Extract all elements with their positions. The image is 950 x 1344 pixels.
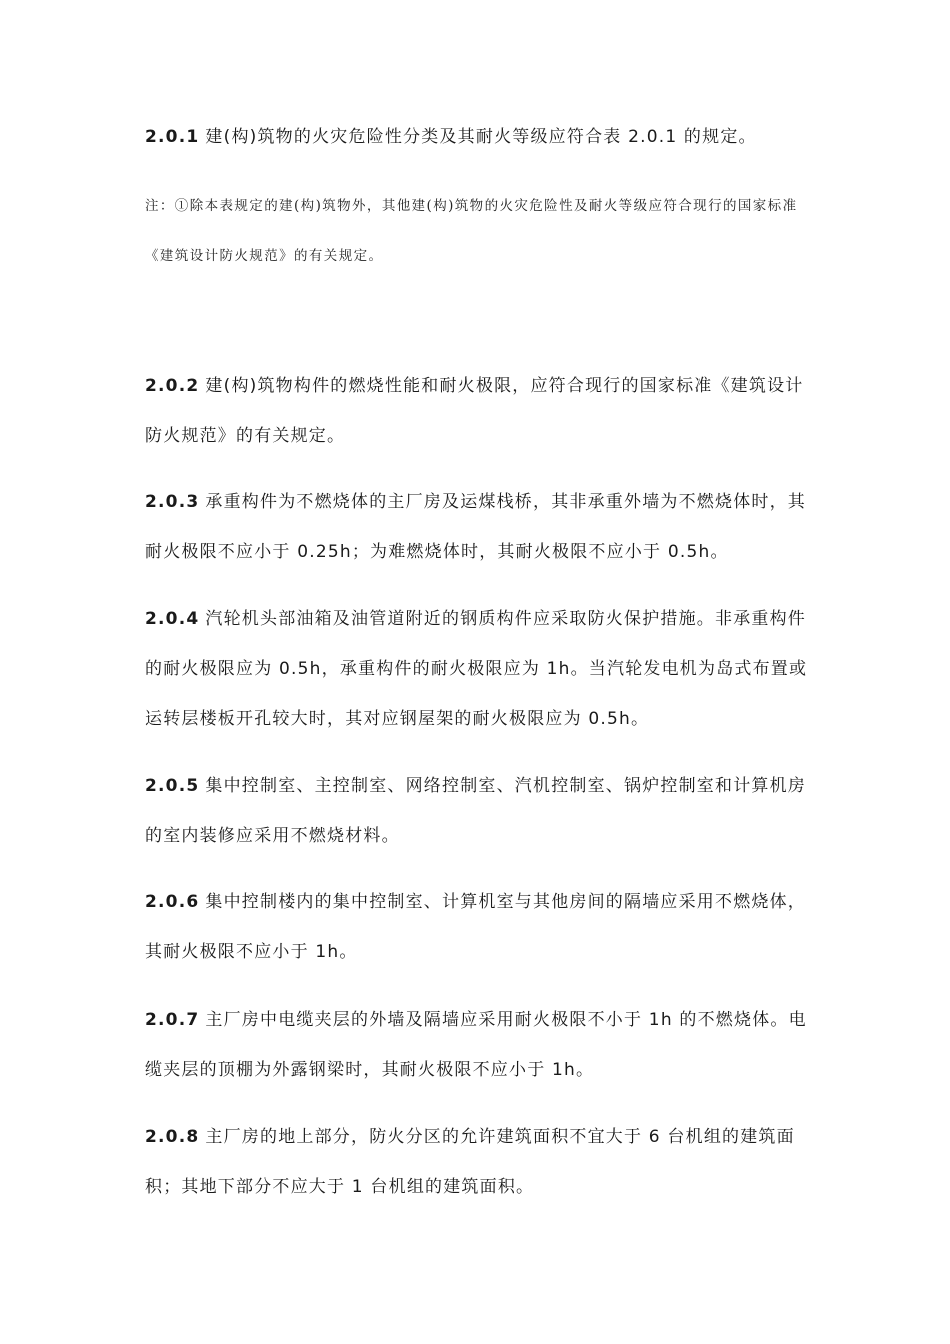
- table-note: [145, 181, 810, 281]
- clause-number: 2.0.6: [145, 892, 200, 912]
- clause-2-0-3: [145, 477, 810, 577]
- clause-text: 集中控制室、主控制室、网络控制室、汽机控制室、锅炉控制室和计算机房的室内装修应采用不燃烧材料。: [145, 776, 807, 846]
- clause-text: 承重构件为不燃烧体的主厂房及运煤栈桥，其非承重外墙为不燃烧体时，其耐火极限不应小于 0.25h；为难燃烧体时，其耐火极限不应小于 0.5h。: [145, 492, 807, 562]
- clause-2-0-7: [145, 995, 810, 1095]
- clause-text: 主厂房中电缆夹层的外墙及隔墙应采用耐火极限不小于 1h 的不燃烧体。电缆夹层的顶棚为外露钢梁时，其耐火极限不应小于 1h。: [145, 1010, 807, 1080]
- clause-text: 建(构)筑物构件的燃烧性能和耐火极限，应符合现行的国家标准《建筑设计防火规范》的有关规定。: [145, 376, 804, 446]
- clause-text: 集中控制楼内的集中控制室、计算机室与其他房间的隔墙应采用不燃烧体，其耐火极限不应小于 1h。: [145, 892, 807, 962]
- clause-number: 2.0.3: [145, 492, 200, 512]
- clause-number: 2.0.7: [145, 1010, 200, 1030]
- clause-text: 建(构)筑物的火灾危险性分类及其耐火等级应符合表 2.0.1 的规定。: [205, 127, 757, 147]
- clause-number: 2.0.8: [145, 1127, 200, 1147]
- clause-text: 主厂房的地上部分，防火分区的允许建筑面积不宜大于 6 台机组的建筑面积；其地下部分不应大于 1 台机组的建筑面积。: [145, 1127, 795, 1197]
- clause-2-0-1: [145, 112, 810, 162]
- clause-number: 2.0.4: [145, 609, 200, 629]
- clause-2-0-5: [145, 761, 810, 861]
- clause-2-0-6: [145, 877, 810, 977]
- clause-number: 2.0.1: [145, 127, 200, 147]
- note-text: 注：①除本表规定的建(构)筑物外，其他建(构)筑物的火灾危险性及耐火等级应符合现行的国家标准《建筑设计防火规范》的有关规定。: [145, 198, 798, 264]
- clause-text: 汽轮机头部油箱及油管道附近的钢质构件应采取防火保护措施。非承重构件的耐火极限应为 0.5h，承重构件的耐火极限应为 1h。当汽轮发电机为岛式布置或运转层楼板开孔较大时，其对应钢屋架的耐火极限应为 0.5h。: [145, 609, 808, 729]
- clause-2-0-2: [145, 361, 810, 461]
- clause-number: 2.0.2: [145, 376, 200, 396]
- clause-2-0-4: [145, 594, 810, 744]
- clause-2-0-8: [145, 1112, 810, 1212]
- clause-number: 2.0.5: [145, 776, 200, 796]
